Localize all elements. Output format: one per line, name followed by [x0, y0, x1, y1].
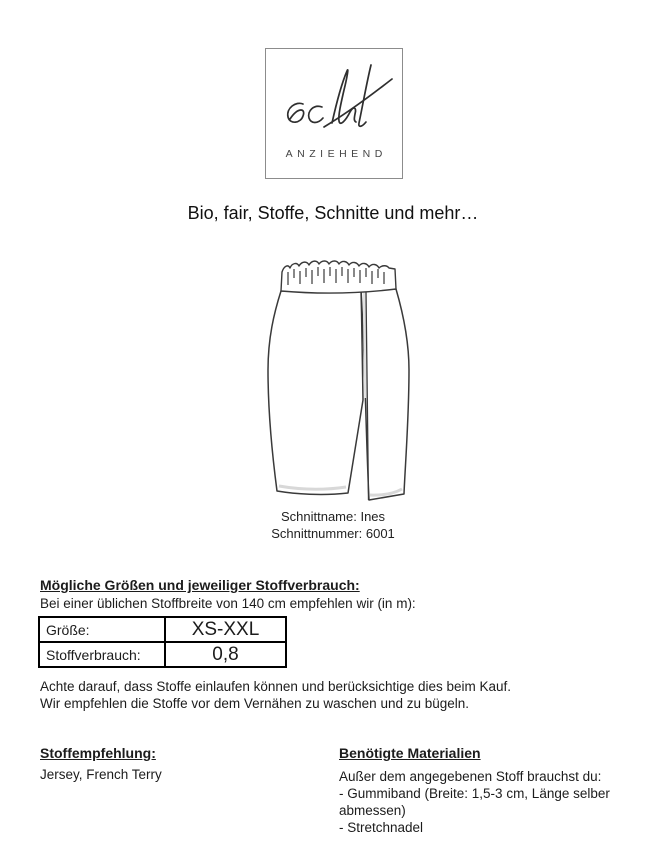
- sizes-section-heading: Mögliche Größen und jeweiliger Stoffverbrauch:: [40, 577, 360, 593]
- materials-column: [339, 745, 639, 836]
- shrinkage-note-line1: Achte darauf, dass Stoffe einlaufen können und berücksichtige dies beim Kauf.: [40, 679, 512, 694]
- pattern-number-caption: Schnittnummer: 6001: [271, 526, 395, 541]
- size-value-cell: XS-XXL: [165, 617, 286, 642]
- fabric-recommendation-body: Jersey, French Terry: [40, 767, 162, 782]
- wrap-skirt-drawing: [262, 258, 414, 506]
- materials-item-needle: - Stretchnadel: [339, 820, 424, 835]
- pattern-name-caption: Schnittname: Ines: [280, 509, 386, 524]
- size-consumption-table: [38, 616, 287, 668]
- consumption-label-cell: Stoffverbrauch:: [39, 642, 165, 667]
- brand-logo-subtext: ANZIEHEND: [285, 148, 387, 160]
- size-label-cell: Größe:: [39, 617, 165, 642]
- table-row-size: [39, 617, 286, 642]
- echt-script-logo-icon: [274, 57, 394, 145]
- shrinkage-note-line2: Wir empfehlen die Stoffe vor dem Vernähen zu waschen und zu bügeln.: [40, 696, 470, 711]
- consumption-value-cell: 0,8: [165, 642, 286, 667]
- fabric-width-note: Bei einer üblichen Stoffbreite von 140 cm empfehlen wir (in m):: [40, 596, 416, 611]
- fabric-recommendation-heading: Stoffempfehlung:: [40, 745, 156, 761]
- materials-intro: Außer dem angegebenen Stoff brauchst du:: [339, 769, 602, 784]
- materials-heading: Benötigte Materialien: [339, 745, 481, 761]
- brand-tagline: Bio, fair, Stoffe, Schnitte und mehr…: [187, 203, 479, 223]
- materials-body: [339, 768, 639, 836]
- brand-logo-box: [265, 48, 403, 179]
- table-row-consumption: [39, 642, 286, 667]
- materials-item-elastic: - Gummiband (Breite: 1,5-3 cm, Länge selber abmessen): [339, 786, 610, 818]
